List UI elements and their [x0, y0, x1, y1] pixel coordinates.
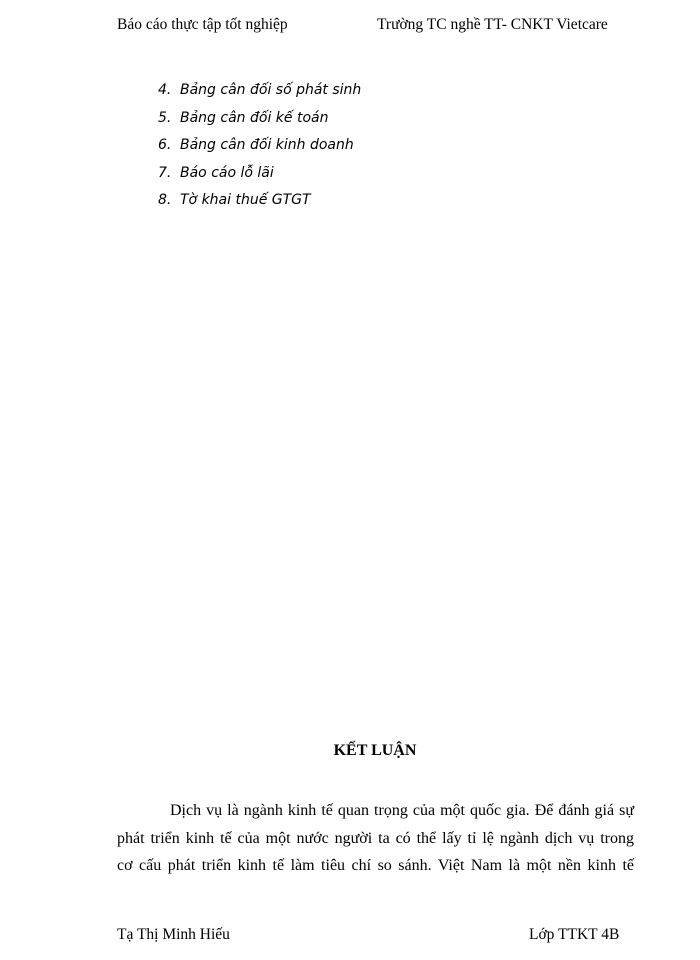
list-item-text: Bảng cân đối số phát sinh [180, 82, 362, 98]
list-item-number: 8. [158, 192, 172, 209]
list-item-text: Bảng cân đối kế toán [180, 109, 329, 126]
report-list [158, 80, 361, 218]
list-item-text: Bảng cân đối kinh doanh [180, 137, 354, 154]
footer-author: Tạ Thị Minh Hiếu [117, 926, 230, 943]
list-item [158, 108, 361, 136]
list-item [158, 135, 361, 163]
list-item-number: 7. [158, 164, 172, 181]
conclusion-heading: KẾT LUẬN [333, 742, 417, 759]
list-item [158, 190, 361, 218]
list-item [158, 163, 361, 191]
header-school-name: Trường TC nghề TT- CNKT Vietcare [377, 16, 608, 33]
footer-class: Lớp TTKT 4B [529, 926, 620, 943]
list-item [158, 80, 361, 108]
conclusion-paragraph [117, 797, 634, 880]
paragraph-line: cơ cấu phát triển kinh tế làm tiêu chí so sánh. Việt Nam là một nền kinh tế [117, 857, 634, 874]
header-report-title: Báo cáo thực tập tốt nghiệp [117, 16, 288, 33]
list-item-text: Báo cáo lỗ lãi [180, 164, 274, 181]
list-item-text: Tờ khai thuế GTGT [180, 192, 311, 209]
list-item-number: 4. [158, 82, 172, 98]
paragraph-line: Dịch vụ là ngành kinh tế quan trọng của một quốc gia. Để đánh giá sự [170, 802, 634, 819]
list-item-number: 5. [158, 109, 172, 126]
paragraph-line: phát triển kinh tế của một nước người ta có thể lấy tỉ lệ ngành dịch vụ trong [117, 829, 634, 847]
list-item-number: 6. [158, 137, 172, 154]
